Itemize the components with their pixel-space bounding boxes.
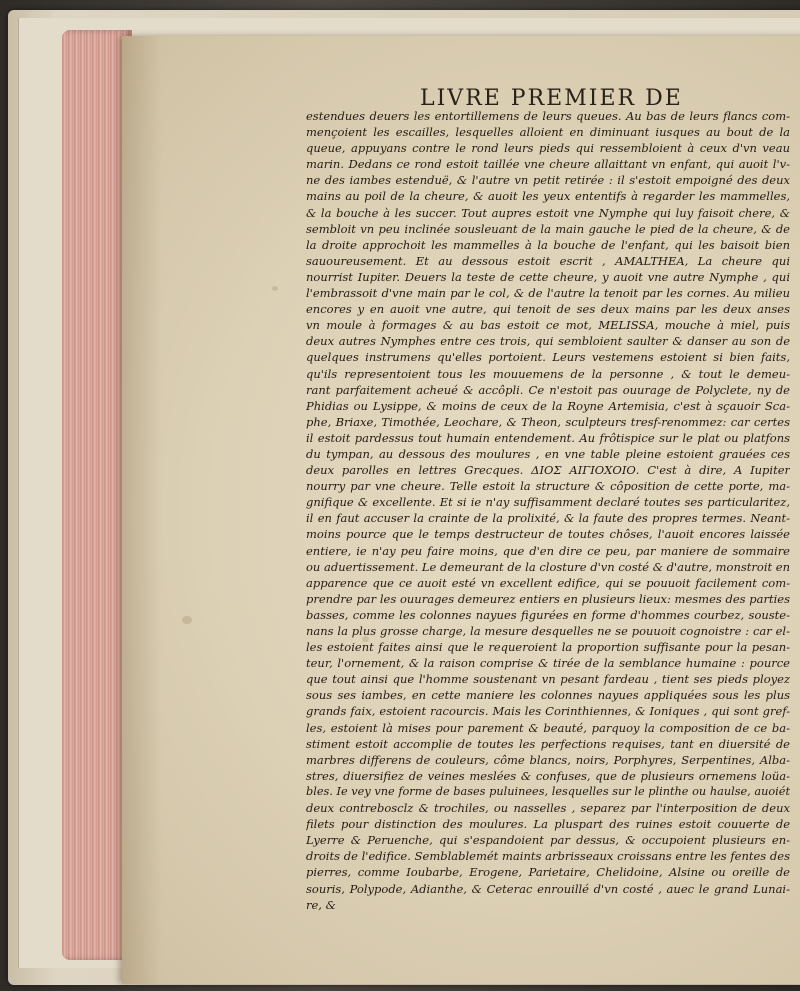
text-line: vn moule à formages & au bas estoit ce mot, MELISSA, mouche à miel, puis [306,318,790,333]
text-line: filets pour distinction des moulures. La pluspart des ruines estoit couuerte de [306,817,790,832]
text-line: teur, l'ornement, & la raison comprise & tirée de la semblance humaine : pource [306,656,790,671]
text-line: souris, Polypode, Adianthe, & Ceterac enrouillé d'vn costé , auec le grand Lunai- [306,881,790,896]
text-line: stiment estoit accomplie de toutes les perfections requises, tant en diuersité de [306,736,790,751]
text-line: nourry par vne cheure. Telle estoit la structure & côposition de cette porte, ma- [306,479,790,494]
text-line: du tympan, au dessous des moulures , en vne table pleine estoient grauées ces [306,446,790,461]
text-line: phe, Briaxe, Timothée, Leochare, & Theon, sculpteurs tresf-renommez: car certes [306,414,790,429]
text-line: Lyerre & Peruenche, qui s'espandoient par dessus, & occupoient plusieurs en- [306,833,790,848]
text-line: rant parfaitement acheué & accôpli. Ce n'estoit pas ouurage de Polyclete, ny de [306,382,790,397]
text-line: nourrist Iupiter. Deuers la teste de cette cheure, y auoit vne autre Nymphe , qui [306,269,790,284]
text-line: prendre par les ouurages demeurez entiers en plusieurs lieux: mesmes des parties [306,591,790,606]
text-line: entiere, ie n'ay peu faire moins, que d'en dire ce peu, par maniere de sommaire [306,543,790,558]
text-line: grands faix, estoient racourcis. Mais les Corinthiennes, & Ioniques , qui sont gref- [306,704,790,719]
text-line: encores y en auoit vne autre, qui tenoit de ses deux mains par les deux anses [306,302,790,317]
foxing-spot [272,286,278,291]
text-line: que tout ainsi que l'homme soustenant vn pesant fardeau , tient ses pieds ployez [306,672,790,687]
text-line: queue, appuyans contre le rond leurs pieds qui ressembloient à ceux d'vn veau [306,141,790,156]
text-line: l'embrassoit d'vne main par le col, & de l'autre la tenoit par les cornes. Au milieu [306,286,790,301]
text-line: deux parolles en lettres Grecques. ΔΙΟΣ ΑΙΓΙΟΧΟΙΟ. C'est à dire, A Iupiter [306,463,790,478]
text-line: la droite approchoit les mammelles à la bouche de l'enfant, qui les baisoit bien [306,237,790,252]
text-line: qu'ils representoient tous les mouuemens de la personne , & tout le demeu- [306,366,790,381]
text-line: marbres differens de couleurs, côme blancs, noirs, Porphyres, Serpentines, Alba- [306,752,790,767]
running-head: LIVRE PREMIER DE [420,86,683,111]
foxing-spot [182,616,192,624]
text-line: il estoit pardessus tout humain entendement. Au frôtispice sur le plat ou platfons [306,430,790,445]
text-line: Phidias ou Lysippe, & moins de ceux de la Royne Artemisia, c'est à sçauoir Sca- [306,398,790,413]
text-line: nans la plus grosse charge, la mesure desquelles ne se pouuoit cognoistre : car el- [306,624,790,638]
text-line: quelques instrumens qu'elles portoient. Leurs vestemens estoient si bien faits, [306,350,790,365]
body-text [306,108,790,913]
text-line: sauoureusement. Et au dessous estoit escrit , AMALTHEA, La cheure qui [306,253,790,268]
text-line: estendues deuers les entortillemens de leurs queues. Au bas de leurs flancs com- [306,109,790,123]
text-line: sembloit vn peu inclinée sousleuant de la main gauche le pied de la cheure, & de [306,221,790,236]
text-line: mençoient les escailles, lesquelles alloient en diminuant iusques au bout de la [306,125,790,140]
text-line: mains au poil de la cheure, & auoit les yeux ententifs à regarder les mammelles, [306,189,790,204]
text-line: apparence que ce auoit esté vn excellent edifice, qui se pouuoit facilement com- [306,575,790,590]
text-line: ou aduertissement. Le demeurant de la closture d'vn costé & d'autre, monstroit en [306,559,790,574]
text-line: gnifique & excellente. Et si ie n'ay suffisamment declaré toutes ses particularitez, [306,495,790,510]
text-line: re, & [306,897,336,912]
text-line: pierres, comme Ioubarbe, Erogene, Parietaire, Chelidoine, Alsine ou oreille de [306,865,790,880]
text-line: sous ses iambes, en cette maniere les colonnes nayues appliquées sous les plus [306,688,790,703]
text-line: droits de l'edifice. Semblablemét maints arbrisseaux croissans entre les fentes des [306,849,790,864]
text-line: stres, diuersifiez de veines meslées & confuses, que de plusieurs ornemens loüa- [306,768,790,783]
text-line: deux autres Nymphes entre ces trois, qui sembloient saulter & danser au son de [306,334,790,349]
text-line: moins pource que le temps destructeur de toutes chôses, l'auoit encores laissée [306,527,790,542]
text-line: basses, comme les colonnes nayues figurées en forme d'hommes courbez, souste- [306,607,790,622]
text-line: marin. Dedans ce rond estoit taillée vne cheure allaittant vn enfant, qui auoit l'v- [306,157,790,172]
text-line: & la bouche à les succer. Tout aupres estoit vne Nymphe qui luy faisoit chere, & [306,205,790,220]
text-line: ne des iambes estenduë, & l'autre vn petit retirée : il s'estoit empoigné des deux [306,173,790,188]
text-line: les, estoient là mises pour parement & beauté, parquoy la composition de ce ba- [306,720,790,735]
text-line: les estoient faites ainsi que le requeroient la proportion suffisante pour la pesan- [306,640,790,655]
text-line: deux contrebosclz & trochiles, ou nasselles , separez par l'interposition de deux [306,801,790,816]
text-line: bles. Ie vey vne forme de bases puluinees, lesquelles sur le plinthe ou haulse, auoiét [306,784,790,798]
text-line: il en faut accuser la crainte de la prolixité, & la faute des propres termes. Neant- [306,511,790,526]
